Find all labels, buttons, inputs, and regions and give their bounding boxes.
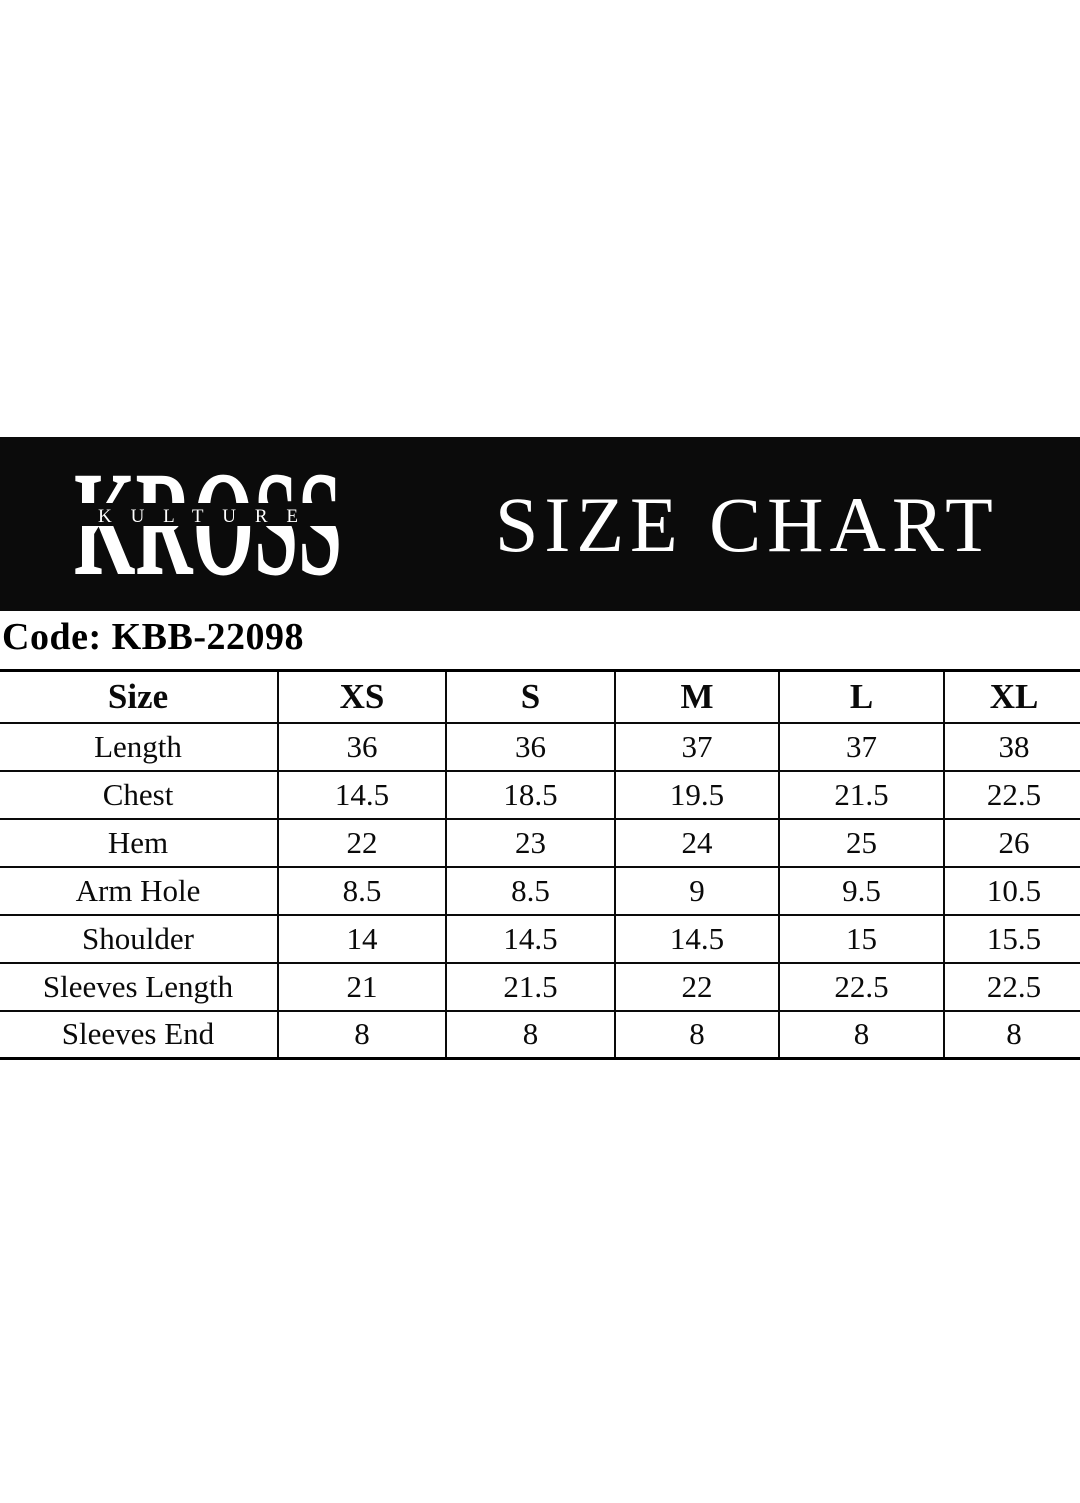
- col-header-xs: XS: [278, 671, 446, 723]
- size-chart-title: SIZE CHART: [495, 481, 999, 568]
- value-cell-l: 25: [779, 819, 944, 867]
- value-cell-m: 14.5: [615, 915, 779, 963]
- value-cell-m: 22: [615, 963, 779, 1011]
- value-cell-l: 37: [779, 723, 944, 771]
- table-row-sleeves-length: [0, 963, 1080, 1011]
- value-cell-xs: 36: [278, 723, 446, 771]
- size-table-header-row: [0, 671, 1080, 723]
- value-cell-s: 36: [446, 723, 615, 771]
- row-label: Length: [0, 723, 278, 771]
- table-row-hem: [0, 819, 1080, 867]
- value-cell-m: 19.5: [615, 771, 779, 819]
- value-cell-m: 9: [615, 867, 779, 915]
- value-cell-m: 8: [615, 1011, 779, 1059]
- row-label: Arm Hole: [0, 867, 278, 915]
- value-cell-xl: 15.5: [944, 915, 1080, 963]
- col-header-xl: XL: [944, 671, 1080, 723]
- row-label: Chest: [0, 771, 278, 819]
- value-cell-xs: 8: [278, 1011, 446, 1059]
- value-cell-l: 21.5: [779, 771, 944, 819]
- value-cell-xl: 10.5: [944, 867, 1080, 915]
- value-cell-s: 23: [446, 819, 615, 867]
- table-row-arm-hole: [0, 867, 1080, 915]
- value-cell-xs: 14: [278, 915, 446, 963]
- col-header-s: S: [446, 671, 615, 723]
- value-cell-l: 22.5: [779, 963, 944, 1011]
- value-cell-s: 8.5: [446, 867, 615, 915]
- row-label: Hem: [0, 819, 278, 867]
- value-cell-xl: 26: [944, 819, 1080, 867]
- value-cell-xl: 22.5: [944, 771, 1080, 819]
- table-row-length: [0, 723, 1080, 771]
- value-cell-xl: 8: [944, 1011, 1080, 1059]
- table-row-chest: [0, 771, 1080, 819]
- value-cell-s: 8: [446, 1011, 615, 1059]
- kross-kulture-logo: [72, 468, 344, 580]
- col-header-m: M: [615, 671, 779, 723]
- value-cell-xs: 22: [278, 819, 446, 867]
- logo-kulture-text: KULTURE: [98, 506, 298, 527]
- size-table-body: [0, 723, 1080, 1059]
- value-cell-xl: 38: [944, 723, 1080, 771]
- value-cell-xs: 21: [278, 963, 446, 1011]
- value-cell-xs: 8.5: [278, 867, 446, 915]
- value-cell-xl: 22.5: [944, 963, 1080, 1011]
- value-cell-m: 37: [615, 723, 779, 771]
- logo-band: [72, 503, 344, 526]
- value-cell-s: 18.5: [446, 771, 615, 819]
- row-label: Sleeves Length: [0, 963, 278, 1011]
- table-row-sleeves-end: [0, 1011, 1080, 1059]
- table-row-shoulder: [0, 915, 1080, 963]
- row-label: Shoulder: [0, 915, 278, 963]
- row-label: Sleeves End: [0, 1011, 278, 1059]
- value-cell-l: 15: [779, 915, 944, 963]
- value-cell-s: 14.5: [446, 915, 615, 963]
- col-header-l: L: [779, 671, 944, 723]
- value-cell-l: 9.5: [779, 867, 944, 915]
- col-header-size: Size: [0, 671, 278, 723]
- value-cell-l: 8: [779, 1011, 944, 1059]
- value-cell-s: 21.5: [446, 963, 615, 1011]
- product-code-label: Code: KBB-22098: [2, 616, 304, 658]
- value-cell-xs: 14.5: [278, 771, 446, 819]
- value-cell-m: 24: [615, 819, 779, 867]
- size-table: [0, 669, 1080, 1060]
